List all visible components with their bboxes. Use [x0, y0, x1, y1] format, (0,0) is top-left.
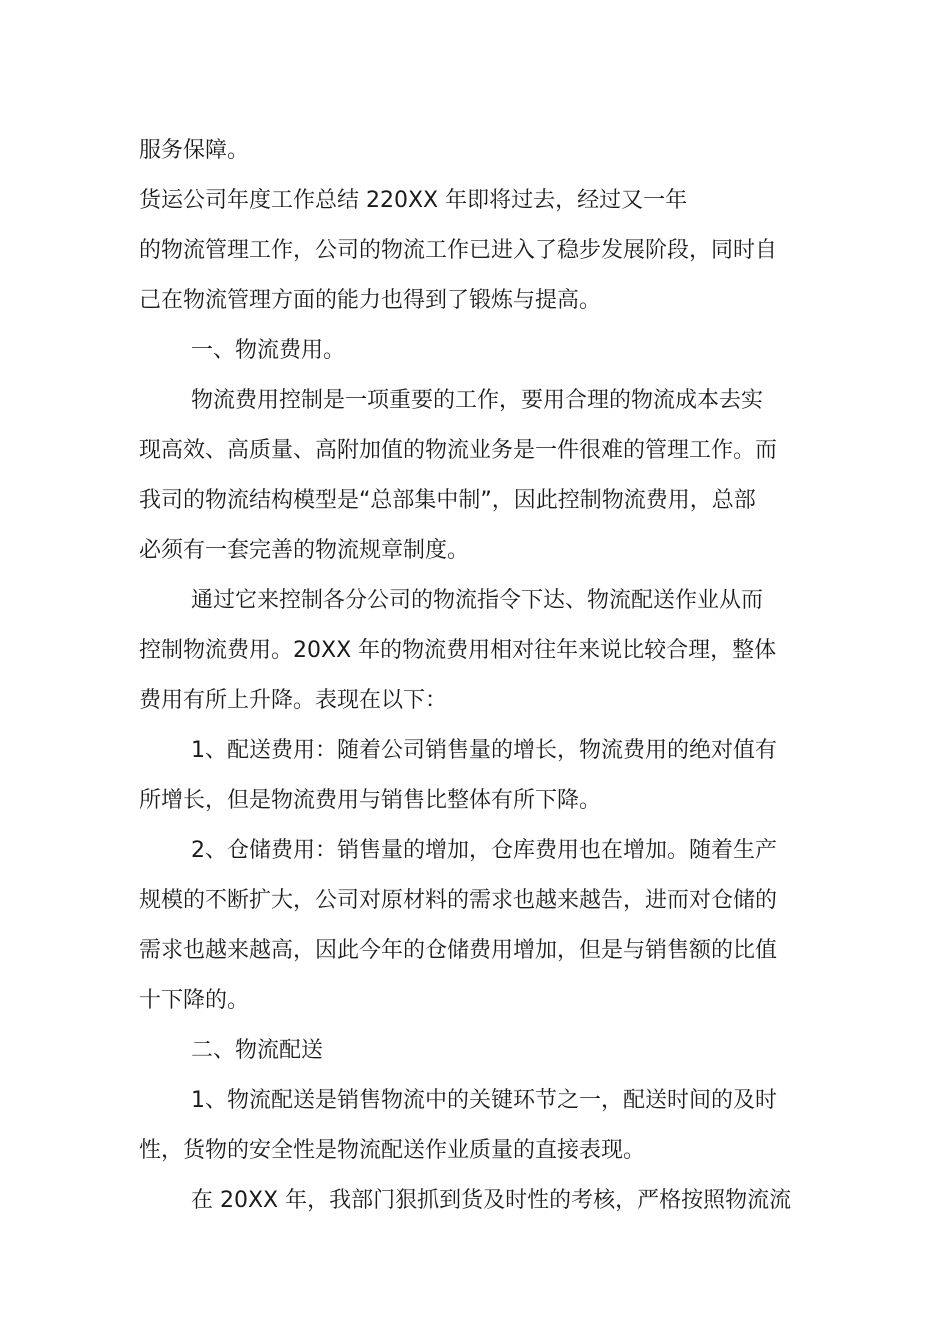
text-line: 物流费用控制是一项重要的工作，要用合理的物流成本去实 [191, 388, 764, 413]
text-line: 通过它来控制各分公司的物流指令下达、物流配送作业从而 [191, 588, 764, 613]
text-line: 十下降的。 [139, 988, 250, 1013]
text-line: 1、物流配送是销售物流中的关键环节之一，配送时间的及时 [191, 1088, 777, 1113]
text-line: 现高效、高质量、高附加值的物流业务是一件很难的管理工作。而 [139, 438, 778, 463]
text-line: 我司的物流结构模型是“总部集中制”，因此控制物流费用，总部 [139, 488, 756, 513]
text-line: 需求也越来越高，因此今年的仓储费用增加，但是与销售额的比值 [139, 938, 778, 963]
text-line: 二、物流配送 [191, 1038, 324, 1063]
text-line: 费用有所上升降。表现在以下： [139, 688, 448, 713]
document-body [139, 126, 829, 1226]
text-line: 1、配送费用：随着公司销售量的增长，物流费用的绝对值有 [191, 738, 777, 763]
text-line: 服务保障。 [139, 138, 250, 163]
text-line: 在 20XX 年，我部门狠抓到货及时性的考核，严格按照物流流 [191, 1188, 792, 1213]
text-line: 的物流管理工作，公司的物流工作已进入了稳步发展阶段，同时自 [139, 238, 778, 263]
text-line: 控制物流费用。20XX 年的物流费用相对往年来说比较合理，整体 [139, 638, 777, 663]
text-line: 2、仓储费用：销售量的增加，仓库费用也在增加。随着生产 [191, 838, 777, 863]
text-line: 所增长，但是物流费用与销售比整体有所下降。 [139, 788, 602, 813]
text-line: 必须有一套完善的物流规章制度。 [139, 538, 470, 563]
text-line: 货运公司年度工作总结 220XX 年即将过去，经过又一年 [139, 188, 688, 213]
text-line: 性，货物的安全性是物流配送作业质量的直接表现。 [139, 1138, 646, 1163]
text-line: 一、物流费用。 [191, 338, 346, 363]
text-line: 规模的不断扩大，公司对原材料的需求也越来越告，进而对仓储的 [139, 888, 778, 913]
text-line: 己在物流管理方面的能力也得到了锻炼与提高。 [139, 288, 602, 313]
